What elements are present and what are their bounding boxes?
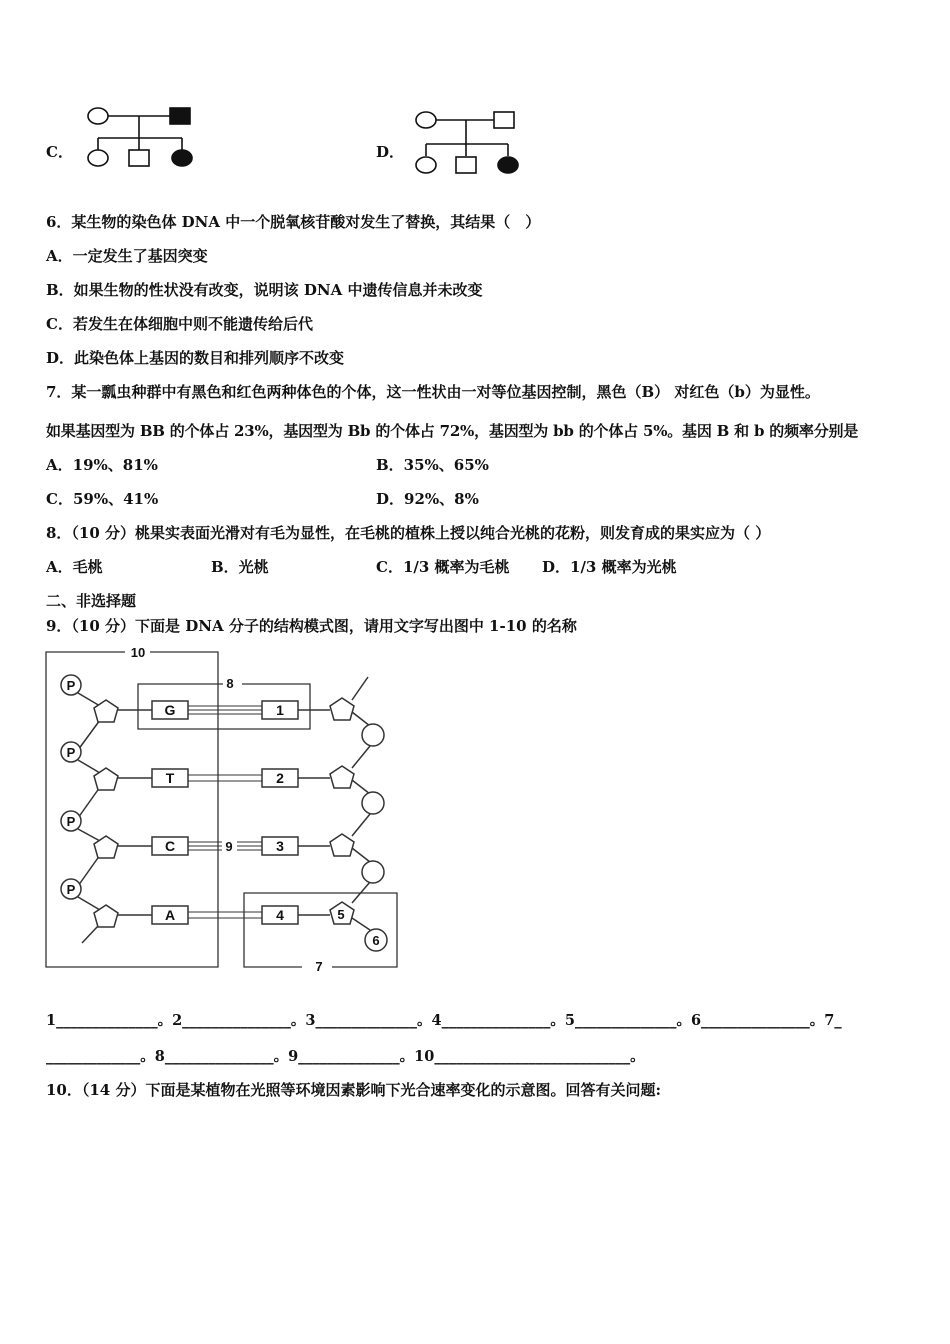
base-right-4-label: 4 bbox=[276, 907, 284, 923]
pedigree-d-daughter bbox=[416, 157, 436, 173]
base-left-2-label: T bbox=[165, 770, 175, 786]
q8-stem: 8．（10 分）桃果实表面光滑对有毛为显性，在毛桃的植株上授以纯合光桃的花粉，则发育成的果实应为（ ） bbox=[46, 524, 771, 542]
q6-stem: 6．某生物的染色体 DNA 中一个脱氧核苷酸对发生了替换，其结果（ ） bbox=[46, 213, 541, 231]
sugar-right-3 bbox=[330, 834, 354, 856]
phosphate-right-1 bbox=[362, 724, 384, 746]
pedigree-c-affected-male-parent bbox=[170, 108, 190, 124]
q7-stem-line1: 7．某一瓢虫种群中有黑色和红色两种体色的个体，这一性状由一对等位基因控制，黑色（B） 对红色（b）为显性。 bbox=[46, 383, 820, 401]
pedigree-c-son bbox=[129, 150, 149, 166]
q7-option-d: D．92%、8% bbox=[376, 490, 479, 508]
base-left-3-label: C bbox=[164, 838, 176, 854]
q8-option-a: A．毛桃 bbox=[46, 558, 103, 576]
pedigree-d-male-parent bbox=[494, 112, 514, 128]
label-5: 5 bbox=[337, 907, 345, 922]
phosphate-left-1-label: P bbox=[66, 678, 76, 693]
phosphate-left-2-label: P bbox=[66, 745, 76, 760]
base-right-3-label: 3 bbox=[276, 838, 284, 854]
q7-stem-line2: 如果基因型为 BB 的个体占 23%，基因型为 Bb 的个体占 72%，基因型为 bb 的个体占 5%。基因 B 和 b 的频率分别是 bbox=[46, 422, 859, 440]
q8-option-b: B．光桃 bbox=[211, 558, 269, 576]
sugar-right-2 bbox=[330, 766, 354, 788]
pedigree-d-affected-daughter bbox=[498, 157, 518, 173]
q10-stem: 10．（14 分）下面是某植物在光照等环境因素影响下光合速率变化的示意图。回答有关问题: bbox=[46, 1081, 662, 1099]
q6-option-c: C．若发生在体细胞中则不能遗传给后代 bbox=[46, 315, 313, 333]
q6-option-d: D．此染色体上基因的数目和排列顺序不改变 bbox=[46, 349, 345, 367]
q6-option-a: A．一定发生了基因突变 bbox=[46, 247, 208, 265]
q9-answer-line1[interactable]: 1______________。2_______________。3______________。4_______________。5______________。6_______________。7_ bbox=[46, 1012, 842, 1029]
phosphate-right-3 bbox=[362, 861, 384, 883]
q6-option-b: B．如果生物的性状没有改变，说明该 DNA 中遗传信息并未改变 bbox=[46, 281, 483, 299]
pedigree-d-diagram bbox=[410, 102, 530, 180]
pedigree-c-affected-daughter bbox=[172, 150, 192, 166]
q7-option-a: A．19%、81% bbox=[46, 456, 158, 474]
label-7: 7 bbox=[315, 959, 323, 974]
base-right-2-label: 2 bbox=[276, 770, 284, 786]
q7-option-b: B．35%、65% bbox=[376, 456, 489, 474]
q9-stem: 9．（10 分）下面是 DNA 分子的结构模式图，请用文字写出图中 1-10 的名称 bbox=[46, 617, 577, 635]
label-10: 10 bbox=[130, 645, 146, 660]
q9-answer-line2[interactable]: _____________。8_______________。9______________。10___________________________。 bbox=[46, 1048, 645, 1065]
q8-option-d: D．1/3 概率为光桃 bbox=[542, 558, 677, 576]
q7-option-c: C．59%、41% bbox=[46, 490, 159, 508]
sugar-left-1 bbox=[94, 700, 118, 722]
label-6: 6 bbox=[372, 933, 380, 948]
phosphate-left-3-label: P bbox=[66, 814, 76, 829]
pedigree-d-son bbox=[456, 157, 476, 173]
label-9: 9 bbox=[225, 839, 233, 854]
label-8: 8 bbox=[226, 676, 234, 691]
base-left-4-label: A bbox=[164, 907, 176, 923]
pedigree-c-female-parent bbox=[88, 108, 108, 124]
pedigree-c-diagram bbox=[82, 100, 202, 175]
q5-option-c-label: C． bbox=[46, 143, 73, 161]
base-right-1-label: 1 bbox=[276, 702, 284, 718]
section-title: 二、非选择题 bbox=[46, 592, 137, 610]
base-left-1-label: G bbox=[164, 702, 176, 718]
pedigree-c-daughter bbox=[88, 150, 108, 166]
q8-option-c: C．1/3 概率为毛桃 bbox=[376, 558, 510, 576]
phosphate-left-4-label: P bbox=[66, 882, 76, 897]
pedigree-d-female-parent bbox=[416, 112, 436, 128]
q5-option-d-label: D． bbox=[376, 143, 405, 161]
dna-structure-diagram bbox=[40, 640, 410, 980]
box-10-outline bbox=[46, 652, 218, 967]
sugar-right-1 bbox=[330, 698, 354, 720]
phosphate-right-2 bbox=[362, 792, 384, 814]
